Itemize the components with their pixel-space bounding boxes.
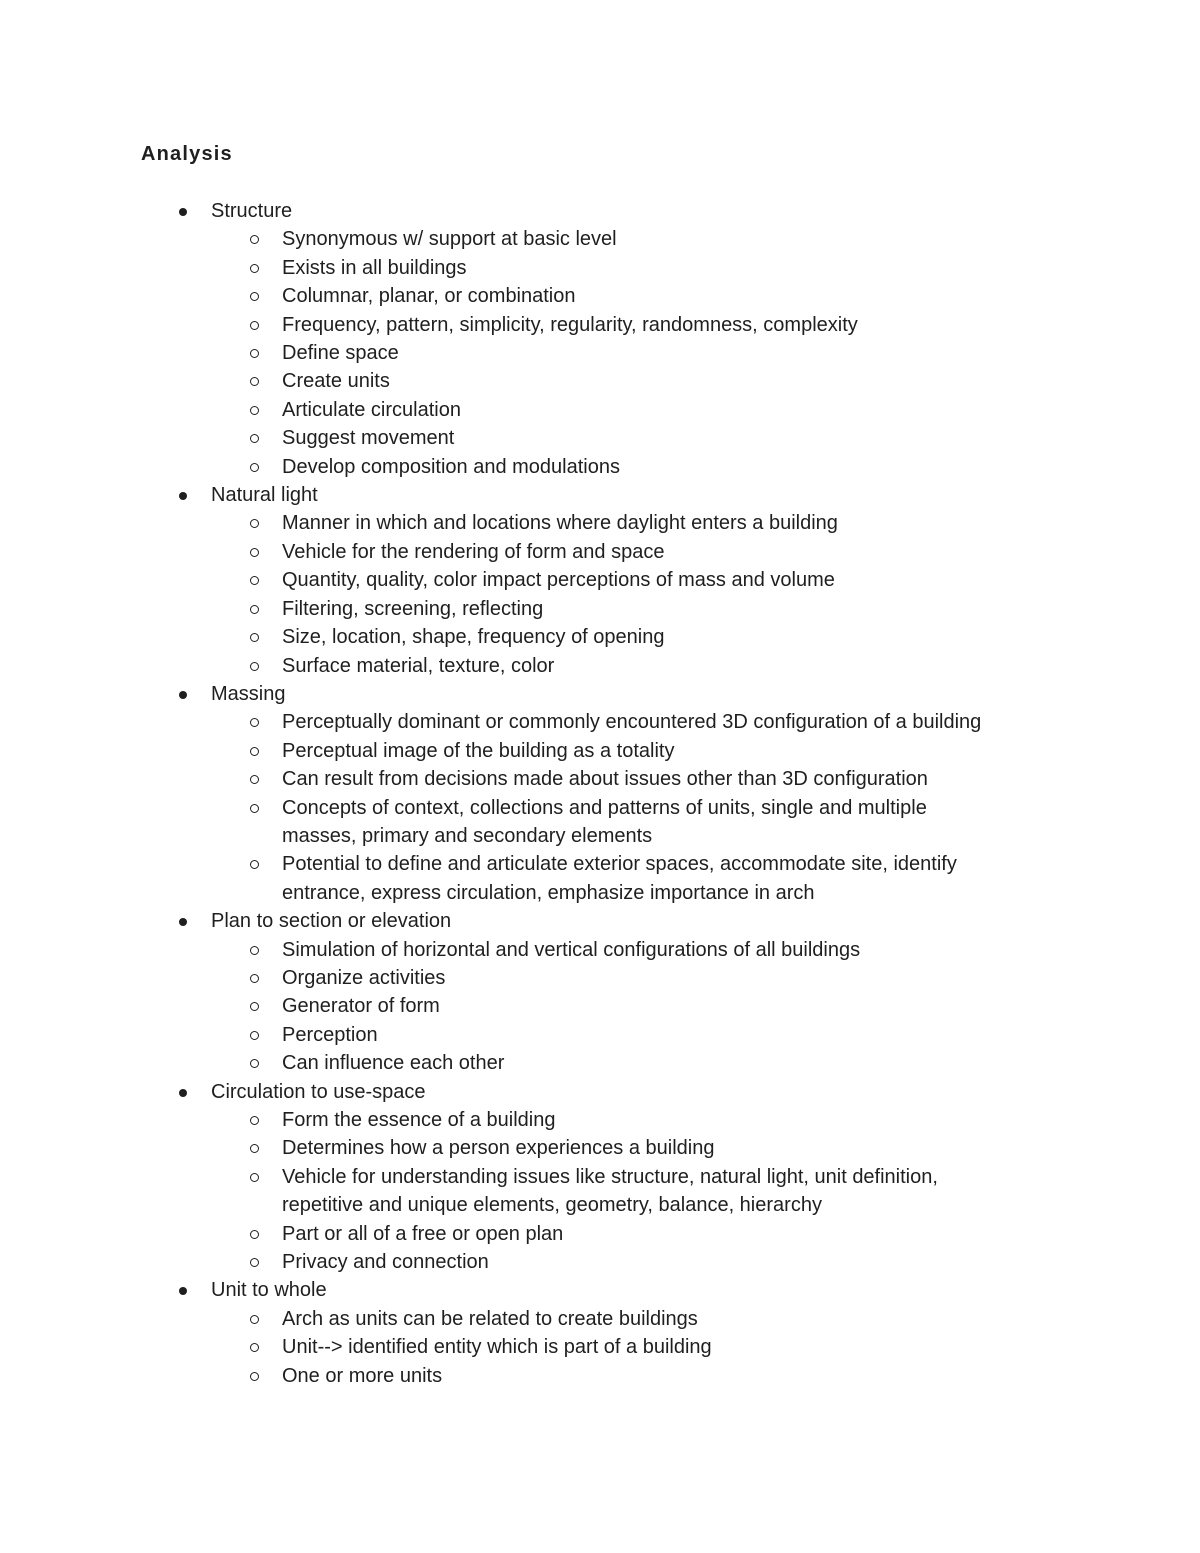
sub-item-text: Filtering, screening, reflecting [282, 597, 544, 620]
sub-item-text: masses, primary and secondary elements [282, 824, 653, 847]
sub-item [0, 282, 1200, 310]
hollow-bullet-icon [250, 1343, 259, 1352]
sub-item-text: Can result from decisions made about issues other than 3D configuration [282, 768, 928, 791]
page-title: Analysis [141, 143, 233, 165]
sub-item-text: Size, location, shape, frequency of opening [282, 626, 665, 649]
hollow-bullet-icon [250, 1173, 259, 1182]
sub-item [0, 1220, 1200, 1248]
sub-item-text: Privacy and connection [282, 1251, 489, 1274]
hollow-bullet-icon [250, 662, 259, 671]
hollow-bullet-icon [250, 605, 259, 614]
sub-item-text: Determines how a person experiences a building [282, 1137, 715, 1160]
sub-item-text: Perception [282, 1023, 378, 1046]
sub-item-text: Generator of form [282, 995, 440, 1018]
hollow-bullet-icon [250, 1002, 259, 1011]
sub-item-continuation [0, 822, 1200, 850]
sub-item [0, 453, 1200, 481]
hollow-bullet-icon [250, 1059, 259, 1068]
hollow-bullet-icon [250, 406, 259, 415]
sub-item [0, 850, 1200, 878]
sub-item [0, 992, 1200, 1020]
sub-item-text: Concepts of context, collections and patterns of units, single and multiple [282, 796, 927, 819]
hollow-bullet-icon [250, 718, 259, 727]
filled-bullet-icon [179, 691, 187, 699]
sub-item [0, 964, 1200, 992]
sub-item [0, 1163, 1200, 1191]
hollow-bullet-icon [250, 860, 259, 869]
sub-item-text: Vehicle for the rendering of form and space [282, 540, 665, 563]
hollow-bullet-icon [250, 349, 259, 358]
sub-item [0, 424, 1200, 452]
hollow-bullet-icon [250, 235, 259, 244]
section-item [0, 481, 1200, 509]
sub-item-text: repetitive and unique elements, geometry, balance, hierarchy [282, 1194, 822, 1217]
sub-item [0, 794, 1200, 822]
sub-item [0, 708, 1200, 736]
sub-item [0, 936, 1200, 964]
sub-item-text: Arch as units can be related to create buildings [282, 1307, 698, 1330]
section-title: Natural light [211, 484, 318, 507]
sub-item-text: Columnar, planar, or combination [282, 285, 576, 308]
hollow-bullet-icon [250, 377, 259, 386]
section-item [0, 907, 1200, 935]
filled-bullet-icon [179, 1089, 187, 1097]
sub-item-text: Part or all of a free or open plan [282, 1222, 564, 1245]
sub-item [0, 652, 1200, 680]
hollow-bullet-icon [250, 946, 259, 955]
sub-item-text: Unit--> identified entity which is part of a building [282, 1336, 712, 1359]
sub-item-text: Define space [282, 342, 399, 365]
outline-list [0, 197, 1200, 1390]
sub-item [0, 1021, 1200, 1049]
hollow-bullet-icon [250, 804, 259, 813]
sub-item-text: Manner in which and locations where daylight enters a building [282, 512, 838, 535]
section-item [0, 1078, 1200, 1106]
sub-item [0, 1049, 1200, 1077]
hollow-bullet-icon [250, 1230, 259, 1239]
section-title: Massing [211, 682, 286, 705]
hollow-bullet-icon [250, 1258, 259, 1267]
section-title: Plan to section or elevation [211, 910, 452, 933]
hollow-bullet-icon [250, 1144, 259, 1153]
sub-item-text: Perceptually dominant or commonly encountered 3D configuration of a building [282, 711, 982, 734]
filled-bullet-icon [179, 492, 187, 500]
hollow-bullet-icon [250, 264, 259, 273]
hollow-bullet-icon [250, 434, 259, 443]
section-item [0, 197, 1200, 225]
sub-item [0, 737, 1200, 765]
sub-item-continuation [0, 879, 1200, 907]
hollow-bullet-icon [250, 1315, 259, 1324]
sub-item [0, 1362, 1200, 1390]
sub-item-text: Potential to define and articulate exterior spaces, accommodate site, identify [282, 853, 957, 876]
section-item [0, 1276, 1200, 1304]
filled-bullet-icon [179, 1287, 187, 1295]
sub-item-text: Suggest movement [282, 427, 455, 450]
hollow-bullet-icon [250, 463, 259, 472]
sub-item-text: Synonymous w/ support at basic level [282, 228, 617, 251]
hollow-bullet-icon [250, 974, 259, 983]
hollow-bullet-icon [250, 321, 259, 330]
sub-item [0, 396, 1200, 424]
section-title: Structure [211, 200, 293, 222]
sub-item-text: Vehicle for understanding issues like structure, natural light, unit definition, [282, 1165, 938, 1188]
sub-item-text: Quantity, quality, color impact perceptions of mass and volume [282, 569, 835, 592]
sub-item [0, 1134, 1200, 1162]
sub-item [0, 509, 1200, 537]
sub-item [0, 367, 1200, 395]
sub-item [0, 225, 1200, 253]
sub-item [0, 595, 1200, 623]
hollow-bullet-icon [250, 292, 259, 301]
sub-item [0, 339, 1200, 367]
section-item [0, 680, 1200, 708]
sub-item [0, 538, 1200, 566]
filled-bullet-icon [179, 918, 187, 926]
hollow-bullet-icon [250, 747, 259, 756]
section-title: Unit to whole [211, 1279, 327, 1302]
hollow-bullet-icon [250, 576, 259, 585]
hollow-bullet-icon [250, 633, 259, 642]
hollow-bullet-icon [250, 519, 259, 528]
sub-item-text: Form the essence of a building [282, 1109, 556, 1131]
sub-item [0, 1333, 1200, 1361]
sub-item-continuation [0, 1191, 1200, 1219]
hollow-bullet-icon [250, 1116, 259, 1125]
hollow-bullet-icon [250, 1372, 259, 1381]
hollow-bullet-icon [250, 1031, 259, 1040]
sub-item-text: Can influence each other [282, 1052, 505, 1075]
sub-item [0, 254, 1200, 282]
sub-item [0, 1305, 1200, 1333]
sub-item-text: Create units [282, 370, 390, 393]
sub-item-text: Frequency, pattern, simplicity, regularity, randomness, complexity [282, 313, 858, 336]
section-title: Circulation to use-space [211, 1080, 426, 1103]
sub-item-text: Surface material, texture, color [282, 654, 555, 677]
sub-item-text: Simulation of horizontal and vertical configurations of all buildings [282, 938, 861, 961]
hollow-bullet-icon [250, 548, 259, 557]
sub-item-text: Perceptual image of the building as a totality [282, 739, 675, 762]
sub-item [0, 311, 1200, 339]
sub-item-text: Exists in all buildings [282, 256, 467, 279]
filled-bullet-icon [179, 208, 187, 216]
hollow-bullet-icon [250, 775, 259, 784]
sub-item-text: One or more units [282, 1364, 443, 1387]
sub-item [0, 765, 1200, 793]
sub-item [0, 1106, 1200, 1134]
sub-item [0, 566, 1200, 594]
sub-item-text: Develop composition and modulations [282, 455, 620, 478]
sub-item [0, 623, 1200, 651]
sub-item [0, 1248, 1200, 1276]
sub-item-text: Organize activities [282, 966, 446, 989]
sub-item-text: Articulate circulation [282, 398, 461, 421]
sub-item-text: entrance, express circulation, emphasize importance in arch [282, 881, 815, 904]
